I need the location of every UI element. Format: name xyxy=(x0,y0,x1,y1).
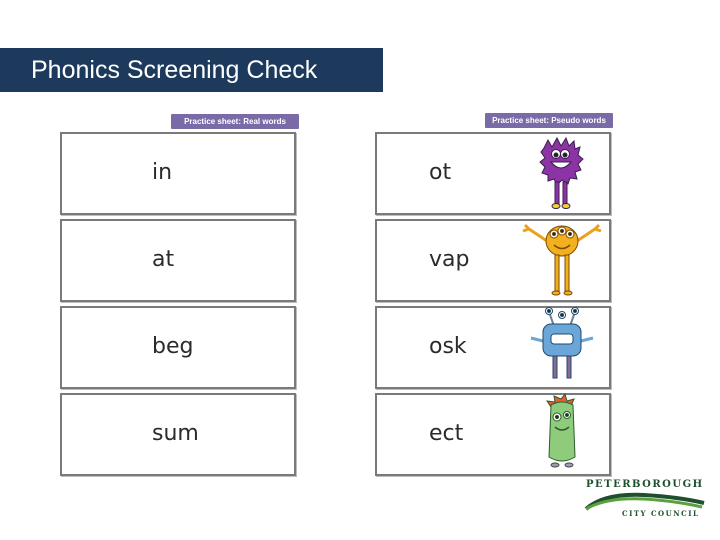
word-label: ect xyxy=(429,421,464,446)
orange-monster-icon xyxy=(517,219,607,302)
peterborough-logo xyxy=(584,476,706,522)
word-card xyxy=(375,306,611,389)
real-words-tag: Practice sheet: Real words xyxy=(171,114,299,129)
word-card xyxy=(60,393,296,476)
slide-title: Phonics Screening Check xyxy=(31,56,318,84)
pseudo-words-tag: Practice sheet: Pseudo words xyxy=(485,113,613,128)
logo-wordmark-bottom: CITY COUNCIL xyxy=(622,509,700,518)
word-label: at xyxy=(152,247,175,272)
word-card xyxy=(375,132,611,215)
purple-monster-icon xyxy=(517,132,607,215)
word-label: in xyxy=(152,160,173,185)
word-card xyxy=(60,306,296,389)
word-label: osk xyxy=(429,334,467,359)
word-card xyxy=(60,132,296,215)
word-label: beg xyxy=(152,334,194,359)
word-card xyxy=(60,219,296,302)
blue-monster-icon xyxy=(517,306,607,389)
logo-wordmark-top: PETERBOROUGH xyxy=(586,479,704,490)
word-card xyxy=(375,393,611,476)
swoosh-icon xyxy=(584,491,706,511)
word-card xyxy=(375,219,611,302)
word-label: sum xyxy=(152,421,199,446)
word-label: vap xyxy=(429,247,470,272)
pseudo-words-column xyxy=(375,132,611,480)
real-words-column xyxy=(60,132,296,480)
word-label: ot xyxy=(429,160,452,185)
green-monster-icon xyxy=(517,393,607,476)
